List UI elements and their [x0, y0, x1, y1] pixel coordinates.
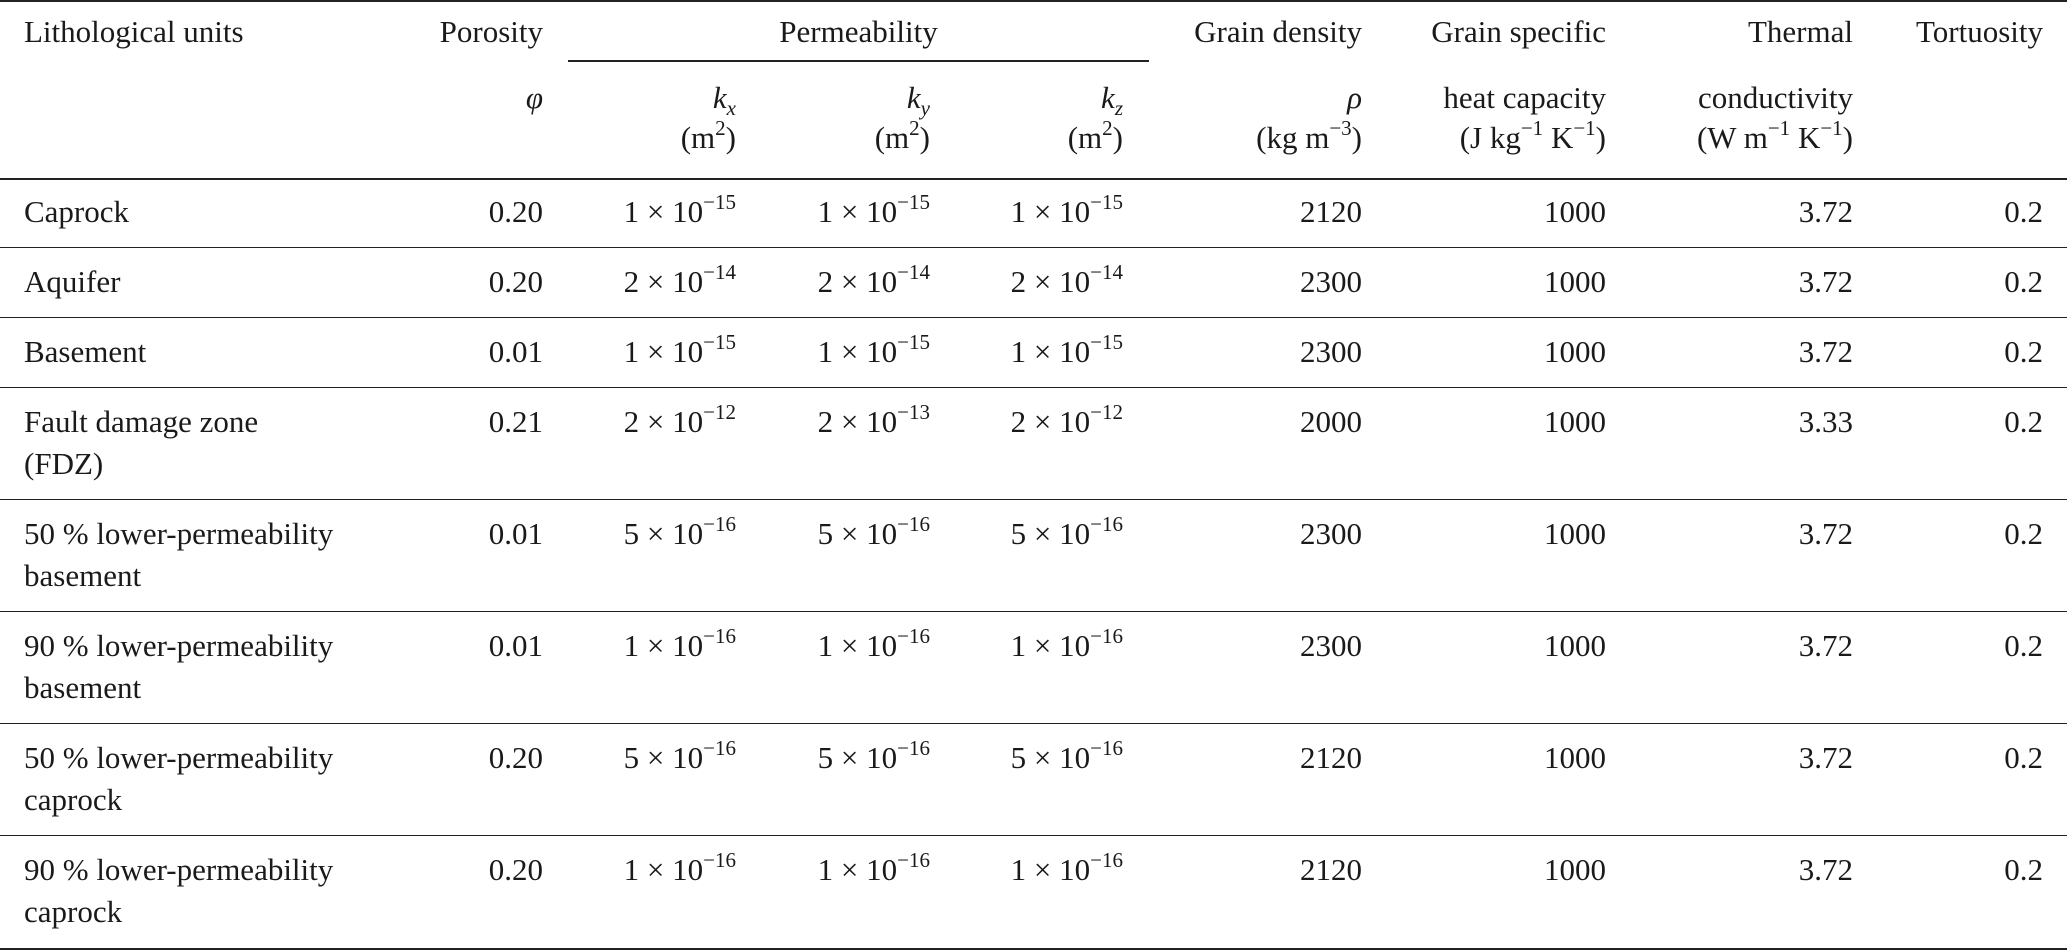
cell-kx [623, 848, 736, 888]
cell-thermal-conductivity: 3.72 [1798, 852, 1853, 887]
bottom-rule [0, 948, 2067, 950]
cell-lithology: 50 % lower-permeability [24, 516, 334, 551]
row-separator [0, 247, 2067, 248]
cell-tortuosity: 0.2 [2004, 264, 2043, 299]
ky-unit: $(m^2)$ [874, 116, 930, 155]
cell-kz-mantissa: 5 × 10 [1010, 740, 1091, 775]
ky-symbol: $k_y$ [906, 80, 930, 120]
header-porosity: Porosity [439, 14, 543, 49]
row-separator [0, 387, 2067, 388]
cell-kx-exponent: −14 [703, 260, 736, 284]
cell-porosity: 0.21 [488, 404, 543, 439]
header-lithological-units: Lithological units [24, 14, 244, 49]
cell-density: 2120 [1300, 740, 1362, 775]
cell-density: 2300 [1300, 264, 1362, 299]
cell-kz-mantissa: 5 × 10 [1010, 516, 1091, 551]
cell-kz [1010, 190, 1123, 230]
cell-heat-capacity: 1000 [1544, 852, 1606, 887]
cell-kz-exponent: −12 [1090, 400, 1123, 424]
kz-unit: $(m^2)$ [1067, 116, 1123, 155]
cell-kx-mantissa: 2 × 10 [623, 264, 704, 299]
cell-ky-mantissa: 1 × 10 [817, 194, 898, 229]
cell-kx-exponent: −15 [703, 190, 736, 214]
cell-heat-capacity: 1000 [1544, 334, 1606, 369]
cell-density: 2300 [1300, 334, 1362, 369]
cell-thermal-conductivity: 3.72 [1798, 516, 1853, 551]
header-grain-specific: Grain specific [1431, 14, 1606, 49]
cell-kz-mantissa: 1 × 10 [1010, 334, 1091, 369]
cell-heat-capacity: 1000 [1544, 516, 1606, 551]
cell-porosity: 0.20 [488, 264, 543, 299]
cell-thermal-conductivity: 3.33 [1798, 404, 1853, 439]
top-rule [0, 0, 2067, 2]
cell-ky-exponent: −14 [897, 260, 930, 284]
cell-porosity: 0.01 [488, 628, 543, 663]
cell-ky [817, 736, 930, 776]
cell-kz [1010, 512, 1123, 552]
cell-thermal-conductivity: 3.72 [1798, 334, 1853, 369]
cell-lithology: Caprock [24, 194, 130, 229]
header-tortuosity: Tortuosity [1916, 14, 2043, 49]
cell-kz-mantissa: 1 × 10 [1010, 852, 1091, 887]
cell-ky-exponent: −15 [897, 190, 930, 214]
cell-porosity: 0.20 [488, 740, 543, 775]
permeability-group-rule [568, 60, 1149, 62]
cell-kx [623, 190, 736, 230]
cell-thermal-conductivity: 3.72 [1798, 740, 1853, 775]
cell-ky [817, 190, 930, 230]
cell-kz-mantissa: 1 × 10 [1010, 628, 1091, 663]
header-heat-capacity: heat capacity [1443, 80, 1606, 115]
cell-ky [817, 400, 930, 440]
cell-porosity: 0.01 [488, 516, 543, 551]
row-separator [0, 723, 2067, 724]
header-permeability: Permeability [779, 14, 938, 49]
cell-kz-exponent: −16 [1090, 624, 1123, 648]
cell-ky-exponent: −16 [897, 848, 930, 872]
row-separator [0, 611, 2067, 612]
cell-kz [1010, 260, 1123, 300]
row-separator [0, 317, 2067, 318]
header-thermal: Thermal [1747, 14, 1853, 49]
cell-kz [1010, 736, 1123, 776]
cell-ky-mantissa: 1 × 10 [817, 628, 898, 663]
cell-kz [1010, 330, 1123, 370]
cell-kx-exponent: −15 [703, 330, 736, 354]
cell-density: 2120 [1300, 194, 1362, 229]
cell-lithology: Fault damage zone [24, 404, 259, 439]
cell-lithology-line2: basement [24, 558, 142, 593]
cell-ky-mantissa: 2 × 10 [817, 264, 898, 299]
cell-ky-exponent: −16 [897, 512, 930, 536]
cell-kz-mantissa: 2 × 10 [1010, 404, 1091, 439]
cell-kz [1010, 400, 1123, 440]
cell-density: 2300 [1300, 628, 1362, 663]
cell-tortuosity: 0.2 [2004, 404, 2043, 439]
kx-symbol: $k_x$ [712, 80, 736, 120]
cell-kx-mantissa: 5 × 10 [623, 740, 704, 775]
cell-ky [817, 330, 930, 370]
cell-ky-mantissa: 1 × 10 [817, 334, 898, 369]
cell-ky-exponent: −16 [897, 624, 930, 648]
cell-kz [1010, 624, 1123, 664]
cell-kx [623, 260, 736, 300]
cell-density: 2300 [1300, 516, 1362, 551]
cell-kx-mantissa: 1 × 10 [623, 194, 704, 229]
cell-ky [817, 260, 930, 300]
header-grain-density: Grain density [1194, 14, 1362, 49]
cell-kx-mantissa: 2 × 10 [623, 404, 704, 439]
cell-kx-mantissa: 5 × 10 [623, 516, 704, 551]
header-bottom-rule [0, 178, 2067, 180]
cell-ky-mantissa: 2 × 10 [817, 404, 898, 439]
cell-lithology: Aquifer [24, 264, 121, 299]
conductivity-unit: (W $m^{-1}$ $K^{-1}$) [1696, 116, 1853, 155]
cell-kz-exponent: −16 [1090, 736, 1123, 760]
cell-density: 2120 [1300, 852, 1362, 887]
cell-lithology: 50 % lower-permeability [24, 740, 334, 775]
cell-kx-exponent: −16 [703, 848, 736, 872]
cell-tortuosity: 0.2 [2004, 852, 2043, 887]
cell-kx-exponent: −16 [703, 624, 736, 648]
cell-ky-mantissa: 5 × 10 [817, 740, 898, 775]
cell-kz [1010, 848, 1123, 888]
cell-tortuosity: 0.2 [2004, 334, 2043, 369]
kx-unit: $(m^2)$ [680, 116, 736, 155]
density-symbol: ρ [1347, 80, 1362, 115]
cell-kx [623, 330, 736, 370]
cell-heat-capacity: 1000 [1544, 628, 1606, 663]
cell-lithology: Basement [24, 334, 147, 369]
cell-porosity: 0.20 [488, 194, 543, 229]
cell-thermal-conductivity: 3.72 [1798, 628, 1853, 663]
cell-kx [623, 400, 736, 440]
cell-tortuosity: 0.2 [2004, 628, 2043, 663]
cell-heat-capacity: 1000 [1544, 264, 1606, 299]
cell-porosity: 0.01 [488, 334, 543, 369]
cell-ky-exponent: −15 [897, 330, 930, 354]
cell-kz-exponent: −14 [1090, 260, 1123, 284]
cell-lithology: 90 % lower-permeability [24, 628, 334, 663]
cell-kz-exponent: −15 [1090, 190, 1123, 214]
cell-kz-exponent: −16 [1090, 512, 1123, 536]
cell-ky-mantissa: 5 × 10 [817, 516, 898, 551]
cell-lithology-line2: caprock [24, 894, 123, 929]
cell-ky [817, 848, 930, 888]
cell-lithology-line2: caprock [24, 782, 123, 817]
cell-lithology: 90 % lower-permeability [24, 852, 334, 887]
cell-tortuosity: 0.2 [2004, 194, 2043, 229]
cell-ky-exponent: −16 [897, 736, 930, 760]
cell-kx [623, 736, 736, 776]
cell-density: 2000 [1300, 404, 1362, 439]
row-separator [0, 835, 2067, 836]
cell-ky-mantissa: 1 × 10 [817, 852, 898, 887]
cell-ky [817, 512, 930, 552]
cell-kz-exponent: −15 [1090, 330, 1123, 354]
cell-kx-exponent: −16 [703, 512, 736, 536]
cell-kz-exponent: −16 [1090, 848, 1123, 872]
cell-kx [623, 512, 736, 552]
cell-kz-mantissa: 1 × 10 [1010, 194, 1091, 229]
cell-kx-mantissa: 1 × 10 [623, 334, 704, 369]
cell-heat-capacity: 1000 [1544, 194, 1606, 229]
cell-tortuosity: 0.2 [2004, 740, 2043, 775]
kz-symbol: $k_z$ [1101, 80, 1123, 120]
cell-ky [817, 624, 930, 664]
density-unit: (kg $m^{-3}$) [1256, 116, 1362, 155]
cell-ky-exponent: −13 [897, 400, 930, 424]
cell-kx-exponent: −12 [703, 400, 736, 424]
cell-kx [623, 624, 736, 664]
cell-kz-mantissa: 2 × 10 [1010, 264, 1091, 299]
cell-kx-exponent: −16 [703, 736, 736, 760]
cell-porosity: 0.20 [488, 852, 543, 887]
cell-thermal-conductivity: 3.72 [1798, 194, 1853, 229]
cell-thermal-conductivity: 3.72 [1798, 264, 1853, 299]
cell-heat-capacity: 1000 [1544, 404, 1606, 439]
header-conductivity: conductivity [1698, 80, 1853, 115]
cell-kx-mantissa: 1 × 10 [623, 852, 704, 887]
cell-kx-mantissa: 1 × 10 [623, 628, 704, 663]
heat-capacity-unit: (J $kg^{-1}$ $K^{-1}$) [1459, 116, 1606, 155]
porosity-symbol: φ [525, 80, 543, 115]
cell-lithology-line2: (FDZ) [24, 446, 104, 481]
cell-lithology-line2: basement [24, 670, 142, 705]
cell-tortuosity: 0.2 [2004, 516, 2043, 551]
row-separator [0, 499, 2067, 500]
cell-heat-capacity: 1000 [1544, 740, 1606, 775]
